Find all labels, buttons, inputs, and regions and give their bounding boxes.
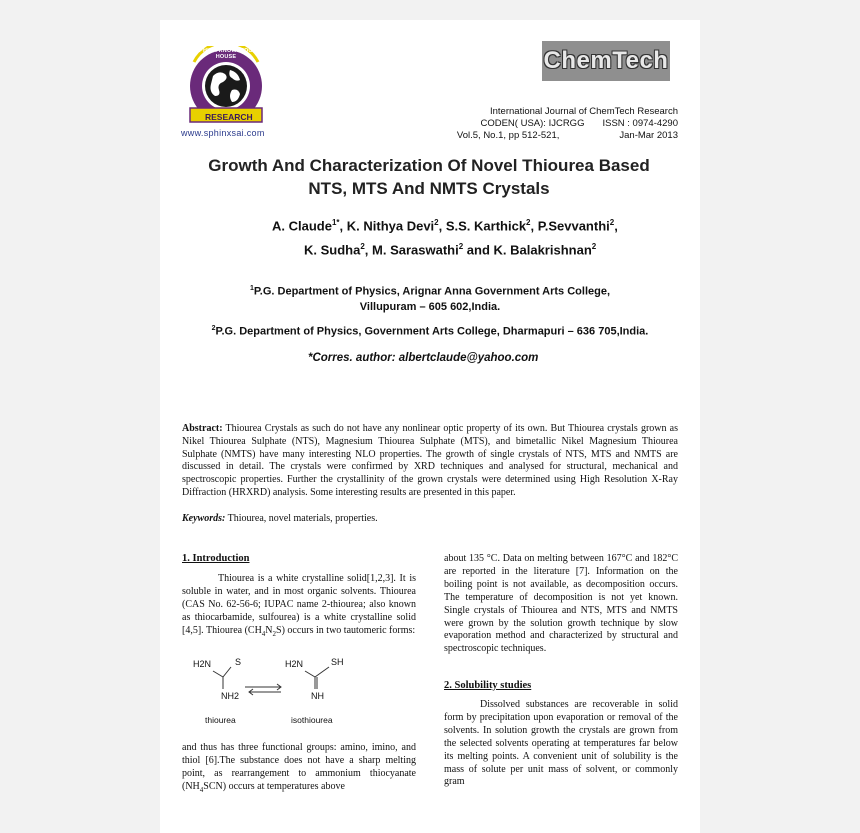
affiliation-2 <box>180 321 680 340</box>
author-sup: 2 <box>526 218 531 227</box>
author-name: , S.S. Karthick <box>438 218 527 234</box>
logo-arc-text: SPHINX KNOWLEDGE HOUSE <box>195 48 257 60</box>
subscript: 4 <box>199 785 204 794</box>
chemtech-brand-logo <box>542 41 670 81</box>
intro-text: S) occurs in two tautomeric forms: <box>276 624 416 636</box>
author-sup: 1* <box>331 218 340 227</box>
author-name: , K. Nithya Devi <box>339 218 435 234</box>
abstract-text: Thiourea Crystals as such do not have any nonlinear optic property of its own. But Thiourea crystals grown as Nikel Thiourea Sulphate (NTS), Magnesium Thiourea Sulphate (MTS), and bimetallic Nikel Magnesium Thiourea Sulphate (NMTS) have many interesting NLO properties. The growth of single crystals of NTS, MTS and NMTS are discussed in detail. The crystals were confirmed by XRD techniques and analysed for structural, mechanical and spectroscopic properties. Further the crystallinity of the grown crystals were determined using High Resolution X-Ray Diffraction (HRXRD) analysis. Some interesting results are presented in this paper. <box>182 423 678 498</box>
title-line-2: NTS, MTS And NMTS Crystals <box>308 179 550 198</box>
intro-paragraph-1 <box>182 573 416 641</box>
authors-line-1 <box>272 218 618 233</box>
coden: CODEN( USA): IJCRGG <box>480 118 585 129</box>
journal-codes <box>430 118 678 130</box>
issue-date: Jan-Mar 2013 <box>619 130 678 141</box>
journal-volume-row <box>430 130 678 142</box>
affiliation-1 <box>180 281 680 315</box>
author-sup: 2 <box>360 242 365 251</box>
scheme-sh: SH <box>331 657 344 667</box>
volume: Vol.5, No.1, pp 512-521, <box>456 130 560 141</box>
issn: ISSN : 0974-4290 <box>602 118 678 129</box>
scheme-label-isothiourea: isothiourea <box>291 715 333 725</box>
scheme-label-thiourea: thiourea <box>205 715 236 725</box>
author-name: A. Claude <box>272 218 332 234</box>
section-heading-introduction: 1. Introduction <box>182 553 250 564</box>
affil-text: Villupuram – 605 602,India. <box>359 300 501 313</box>
keywords-text: Thiourea, novel materials, properties. <box>225 513 378 524</box>
journal-name: International Journal of ChemTech Research <box>490 106 678 117</box>
affil-text: P.G. Department of Physics, Arignar Anna Government Arts College, <box>253 285 611 298</box>
affil-sup: 2 <box>211 325 216 332</box>
brand-text: ChemTech <box>543 47 669 74</box>
col2-paragraph-1: about 135 °C. Data on melting between 167°C and 182°C are reported in the literature [7]. Information on the boiling point is not available, as decomposition occurs. The temperature of decomposition is not yet known. Single crystals of Thiourea and NTS, MTS and NMTS were grown by the solution growth technique by slow evaporation method and characterized by structural and spectroscopic techniques. <box>444 553 678 655</box>
keywords <box>182 513 378 524</box>
col2-paragraph-2: Dissolved substances are recoverable in solid form by precipitation upon evaporation or removal of the solvents. In solution growth the crystals are grown from the selected solvents operating at temperatures far below its melting points. A convenient unit of solubility is the mass of solute per unit mass of solvent, or commonly gram <box>444 699 678 788</box>
paper-title <box>170 154 688 200</box>
affil-text: P.G. Department of Physics, Government Arts College, Dharmapuri – 636 705,India. <box>215 325 649 338</box>
scheme-s: S <box>235 657 242 667</box>
author-name: K. Sudha <box>304 242 361 258</box>
author-sup: 2 <box>591 242 597 251</box>
intro-text: and thus has three functional groups: amino, imino, and thiol [6].The substance does not have a sharp melting point, as rearrangement to ammonium thiocyanate (NH <box>182 742 416 792</box>
keywords-label: Keywords: <box>182 513 226 524</box>
abstract <box>182 423 678 500</box>
scheme-h2n-right: H2N <box>285 659 304 669</box>
scheme-h2n-left: H2N <box>193 659 212 669</box>
intro-text: Thiourea is a white crystalline solid[1,2,3]. It is soluble in water, and in most organic solvents. Thiourea (CAS No. 62-56-6; IUPAC name 2-thiourea; also known as thiocarbamide, sulfourea) is a white crystalline solid [4,5]. Thiourea (CH <box>182 573 416 636</box>
tautomer-scheme <box>183 649 351 729</box>
author-sup: 2 <box>458 242 464 251</box>
authors-line-2 <box>304 242 596 257</box>
title-line-1: Growth And Characterization Of Novel Thiourea Based <box>208 156 650 175</box>
author-name: , <box>614 218 618 234</box>
intro-text: N <box>265 624 273 636</box>
author-name: , P.Sevvanthi <box>530 218 610 234</box>
site-url[interactable]: www.sphinxsai.com <box>181 128 265 138</box>
scheme-nh: NH <box>311 691 324 701</box>
affil-sup: 1 <box>249 285 254 292</box>
abstract-label: Abstract: <box>182 423 223 434</box>
author-sup: 2 <box>434 218 439 227</box>
scheme-nh2: NH2 <box>221 691 240 701</box>
corresponding-author[interactable]: *Corres. author: albertclaude@yahoo.com <box>308 352 539 364</box>
subscript: 4 <box>261 629 266 638</box>
logo-badge-text: RESEARCH <box>205 112 253 122</box>
journal-info <box>430 106 678 142</box>
intro-text: SCN) occurs at temperatures above <box>203 780 345 792</box>
intro-paragraph-2 <box>182 742 416 797</box>
author-name: and K. Balakrishnan <box>463 242 592 258</box>
author-name: , M. Saraswathi <box>364 242 459 258</box>
section-heading-solubility: 2. Solubility studies <box>444 680 532 691</box>
author-sup: 2 <box>609 218 615 227</box>
subscript: 2 <box>272 629 277 638</box>
